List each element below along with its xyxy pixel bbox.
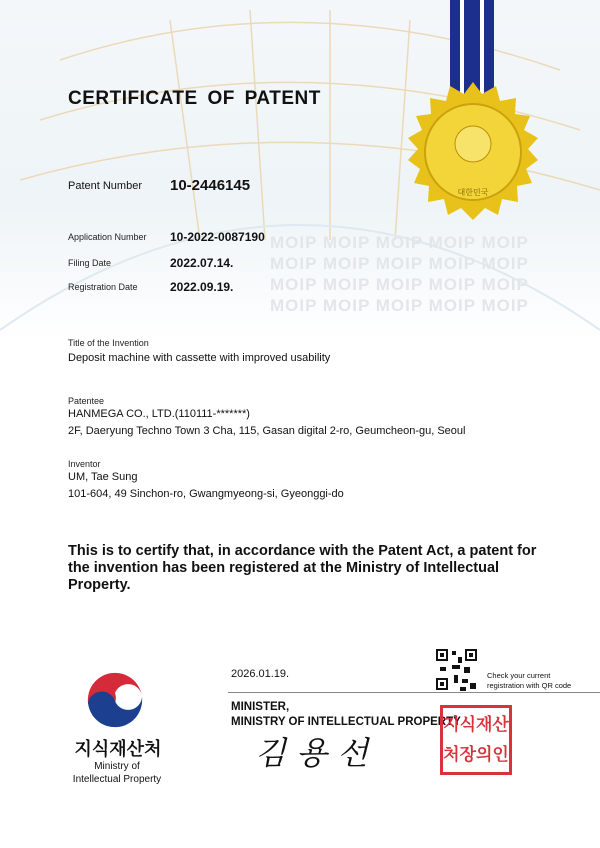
invention-title: Deposit machine with cassette with improved usability: [68, 352, 331, 364]
patent-number-label: Patent Number: [68, 180, 142, 192]
issue-date: 2026.01.19.: [231, 668, 290, 680]
registration-date-value: 2022.09.19.: [170, 280, 234, 294]
patentee-name: HANMEGA CO., LTD.(110111-*******): [68, 408, 250, 420]
patent-number-value: 10-2446145: [170, 177, 251, 194]
certificate-title: CERTIFICATE OF PATENT: [68, 88, 321, 109]
filing-date-label: Filing Date: [68, 258, 112, 268]
patentee-address: 2F, Daeryung Techno Town 3 Cha, 115, Gasan digital 2-ro, Geumcheon-gu, Seoul: [68, 425, 466, 437]
logo-korean: 지식재산처: [74, 739, 162, 759]
qr-code-icon[interactable]: [434, 647, 479, 692]
svg-text:대한민국: 대한민국: [457, 188, 489, 197]
application-number-value: 10-2022-0087190: [170, 230, 265, 244]
registration-date-label: Registration Date: [68, 282, 138, 292]
filing-date-value: 2022.07.14.: [170, 256, 234, 270]
certification-statement: This is to certify that, in accordance with the Patent Act, a patent for the invention has been registered at the Ministry of Intellectual Property.: [68, 543, 537, 593]
patentee-label: Patentee: [68, 396, 105, 406]
watermark: MOIP MOIP MOIP MOIP MOIP MOIP MOIP MOIP MOIP MOIP MOIP MOIP MOIP MOIP MOIP MOIP MOIP MOIP MOIP MOIP: [270, 233, 529, 315]
invention-label: Title of the Invention: [68, 338, 149, 348]
qr-note: Check your current registration with QR code: [487, 671, 572, 690]
official-stamp: 지식재산 처장의인: [440, 705, 512, 775]
divider: [228, 692, 600, 693]
inventor-address: 101-604, 49 Sinchon-ro, Gwangmyeong-si, Gyeonggi-do: [68, 488, 344, 500]
inventor-name: UM, Tae Sung: [68, 471, 138, 483]
minister-title: MINISTER, MINISTRY OF INTELLECTUAL PROPERTY: [231, 701, 461, 728]
signature: 김 용 선: [255, 734, 369, 772]
gold-seal-icon: [398, 80, 548, 230]
inventor-label: Inventor: [68, 459, 101, 469]
logo-english: Ministry of Intellectual Property: [72, 761, 162, 785]
ministry-logo-icon: [80, 665, 150, 730]
application-number-label: Application Number: [68, 232, 147, 242]
